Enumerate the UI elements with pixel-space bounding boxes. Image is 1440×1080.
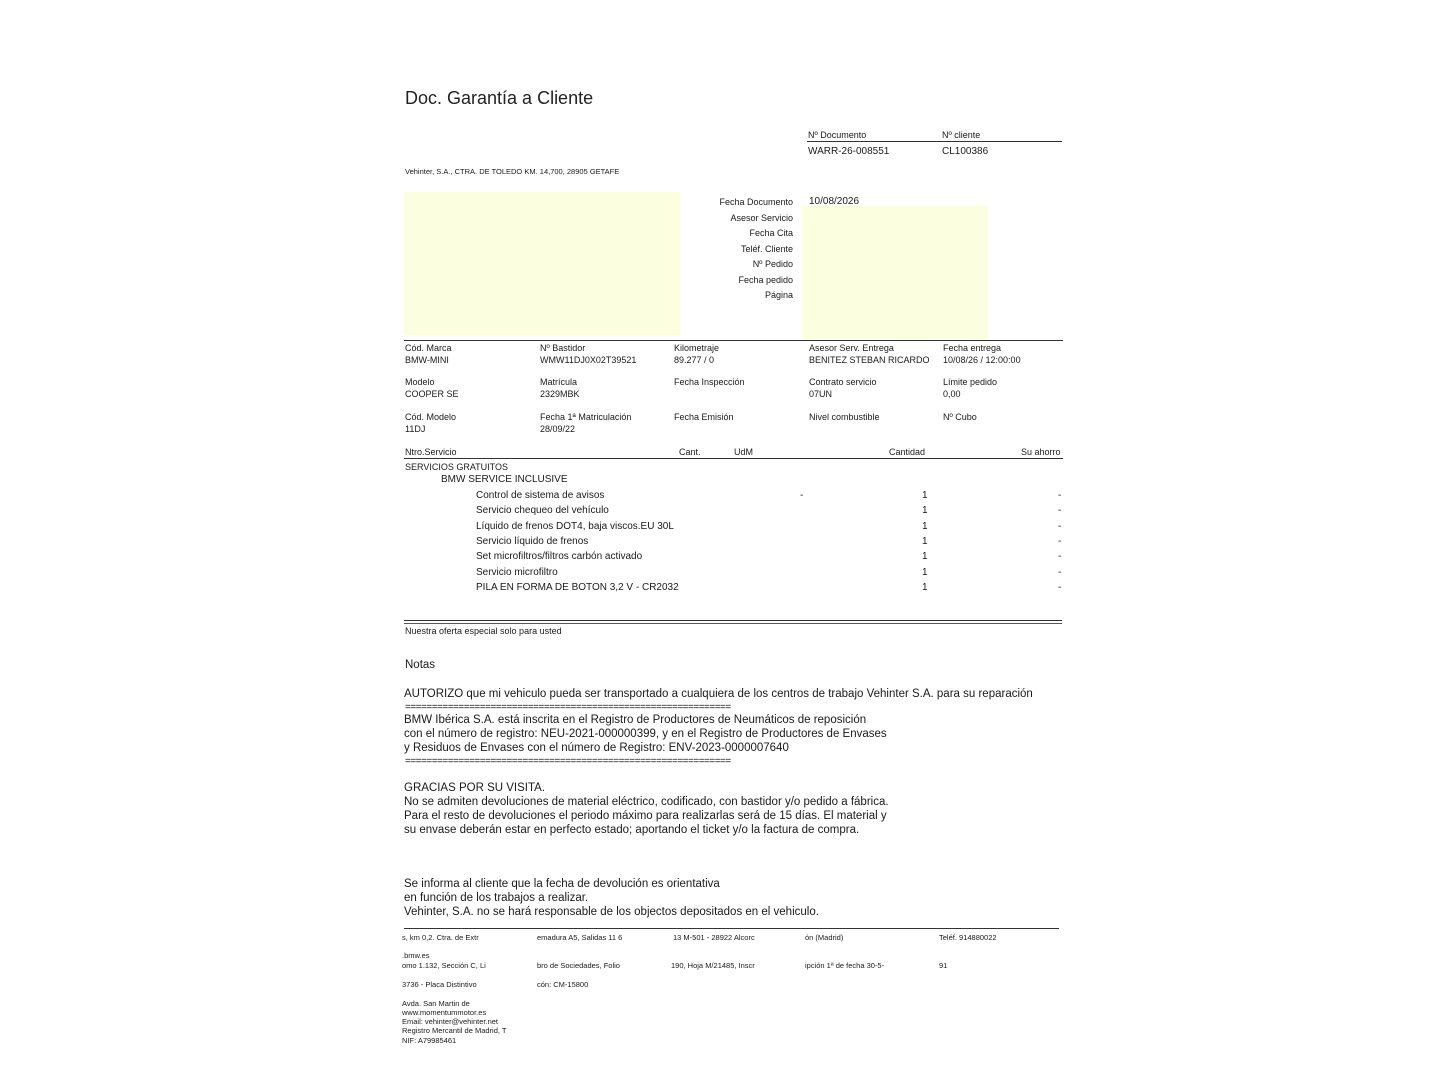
col-ahorro-header: Su ahorro bbox=[1021, 447, 1061, 457]
table-row-cantidad: 1 bbox=[922, 551, 928, 562]
footer-text: omo 1.132, Sección C, Li bbox=[402, 961, 486, 970]
table-row-ahorro: - bbox=[1058, 551, 1062, 562]
table-row-cantidad: 1 bbox=[922, 567, 928, 578]
footer-rule bbox=[404, 928, 1059, 929]
redacted-customer-block bbox=[404, 192, 680, 335]
bastidor-label: Nº Bastidor bbox=[540, 343, 586, 353]
nota-registro-line: y Residuos de Envases con el número de Registro: ENV-2023-0000007640 bbox=[404, 742, 789, 754]
table-row-desc: Control de sistema de avisos bbox=[476, 490, 605, 501]
footer-text: www.momentummotor.es bbox=[402, 1008, 487, 1017]
col-servicio-header: Ntro.Servicio bbox=[405, 447, 457, 457]
subgroup-label: BMW SERVICE INCLUSIVE bbox=[441, 474, 568, 485]
notas-title: Notas bbox=[405, 659, 436, 671]
nota-gracias-line: su envase deberán estar en perfecto estado; aportando el ticket y/o la factura de compra. bbox=[404, 824, 860, 836]
footer-text: bro de Sociedades, Folio bbox=[537, 961, 620, 970]
nota-informa-line: Vehinter, S.A. no se hará responsable de los objectos depositados en el vehiculo. bbox=[404, 906, 819, 918]
table-row-desc: Líquido de frenos DOT4, baja viscos.EU 30L bbox=[476, 521, 674, 532]
contrato-value: 07UN bbox=[809, 389, 833, 399]
fecha-matriculacion-value: 28/09/22 bbox=[540, 424, 576, 434]
limite-label: Límite pedido bbox=[943, 377, 998, 387]
num-cliente-label: Nº cliente bbox=[942, 130, 981, 140]
nota-informa-line: en función de los trabajos a realizar. bbox=[404, 892, 589, 904]
col-cant-header: Cant. bbox=[679, 447, 701, 457]
table-row-ahorro: - bbox=[1058, 490, 1062, 501]
table-end-rule bbox=[404, 620, 1062, 621]
info-label-asesor-servicio: Asesor Servicio bbox=[730, 213, 793, 223]
footer-text: Teléf. 914880022 bbox=[939, 933, 997, 942]
document-title: Doc. Garantía a Cliente bbox=[405, 88, 594, 108]
info-label-telef-cliente: Teléf. Cliente bbox=[740, 244, 793, 254]
footer-text: ón (Madrid) bbox=[805, 933, 844, 942]
footer-text: NIF: A79985461 bbox=[402, 1036, 457, 1045]
limite-value: 0,00 bbox=[943, 389, 961, 399]
header-rule bbox=[807, 141, 1062, 142]
footer-text: Registro Mercantil de Madrid, T bbox=[402, 1026, 507, 1035]
table-row-ahorro: - bbox=[1058, 582, 1062, 593]
table-row-desc: Servicio microfiltro bbox=[476, 567, 558, 578]
footer-text: cón: CM-15800 bbox=[537, 980, 589, 989]
table-row-cantidad: 1 bbox=[922, 536, 928, 547]
asesor-entrega-value: BENITEZ STEBAN RICARDO bbox=[809, 355, 930, 365]
table-row-ahorro: - bbox=[1058, 521, 1062, 532]
col-cantidad-header: Cantidad bbox=[889, 447, 926, 457]
fecha-inspeccion-label: Fecha Inspección bbox=[674, 377, 745, 387]
redacted-info-block bbox=[802, 206, 988, 339]
modelo-value: COOPER SE bbox=[405, 389, 459, 399]
group-label: SERVICIOS GRATUITOS bbox=[405, 462, 509, 472]
footer-text: ipción 1ª de fecha 30-5- bbox=[805, 961, 885, 970]
info-label-fecha-pedido: Fecha pedido bbox=[738, 275, 793, 285]
footer-text: 3736 - Placa Distintivo bbox=[402, 980, 477, 989]
nota-autorizo: AUTORIZO que mi vehiculo pueda ser transportado a cualquiera de los centros de trabajo Vehinter S.A. para su reparación bbox=[404, 688, 1033, 700]
kilometraje-value: 89.277 / 0 bbox=[674, 355, 715, 365]
footer-text: Avda. San Martin de bbox=[402, 999, 470, 1008]
contrato-label: Contrato servicio bbox=[809, 377, 877, 387]
footer-text: emadura A5, Salidas 11 6 bbox=[537, 933, 623, 942]
info-label-num-pedido: Nº Pedido bbox=[752, 259, 793, 269]
fecha-entrega-label: Fecha entrega bbox=[943, 343, 1002, 353]
table-row-ahorro: - bbox=[1058, 536, 1062, 547]
info-label-pagina: Página bbox=[764, 290, 793, 300]
footer-text: Email: vehinter@vehinter.net bbox=[402, 1017, 498, 1026]
cod-marca-label: Cód. Marca bbox=[405, 343, 452, 353]
nota-separator: ============================================================= bbox=[405, 702, 731, 713]
nota-gracias-line: GRACIAS POR SU VISITA. bbox=[404, 782, 546, 794]
table-row-mark: - bbox=[800, 490, 804, 501]
table-row-desc: Servicio chequeo del vehículo bbox=[476, 505, 609, 516]
nota-gracias-line: No se admiten devoluciones de material eléctrico, codificado, con bastidor y/o pedido a fábrica. bbox=[404, 796, 889, 808]
info-label-fecha-documento: Fecha Documento bbox=[719, 197, 793, 207]
table-row-desc: Servicio líquido de frenos bbox=[476, 536, 589, 547]
nota-gracias-line: Para el resto de devoluciones el periodo máximo para realizarlas será de 15 días. El material y bbox=[404, 810, 887, 822]
combustible-label: Nivel combustible bbox=[809, 412, 880, 422]
table-header-rule bbox=[404, 458, 1063, 459]
table-row-cantidad: 1 bbox=[922, 490, 928, 501]
table-row-desc: PILA EN FORMA DE BOTON 3,2 V - CR2032 bbox=[476, 582, 679, 593]
fecha-matriculacion-label: Fecha 1ª Matriculación bbox=[540, 412, 632, 422]
cubo-label: Nº Cubo bbox=[943, 412, 977, 422]
footer-text: 13 M-501 - 28922 Alcorc bbox=[673, 933, 755, 942]
footer-text: s, km 0,2. Ctra. de Extr bbox=[402, 933, 479, 942]
oferta-text: Nuestra oferta especial solo para usted bbox=[405, 626, 562, 636]
matricula-label: Matrícula bbox=[540, 377, 578, 387]
cod-marca-value: BMW-MINI bbox=[405, 355, 449, 365]
num-documento: WARR-26-008551 bbox=[808, 146, 890, 157]
fecha-emision-label: Fecha Emisión bbox=[674, 412, 734, 422]
kilometraje-label: Kilometraje bbox=[674, 343, 720, 353]
cod-modelo-value: 11DJ bbox=[405, 424, 426, 434]
num-cliente: CL100386 bbox=[942, 146, 989, 157]
fecha-documento-value: 10/08/2026 bbox=[809, 196, 860, 207]
asesor-entrega-label: Asesor Serv. Entrega bbox=[809, 343, 894, 353]
footer-text: 190, Hoja M/21485, Inscr bbox=[671, 961, 755, 970]
table-row-desc: Set microfiltros/filtros carbón activado bbox=[476, 551, 643, 562]
col-udm-header: UdM bbox=[734, 447, 754, 457]
table-row-ahorro: - bbox=[1058, 505, 1062, 516]
nota-informa-line: Se informa al cliente que la fecha de devolución es orientativa bbox=[404, 878, 720, 890]
table-end-rule-2 bbox=[404, 623, 1062, 624]
footer-text: .bmw.es bbox=[402, 951, 430, 960]
table-row-ahorro: - bbox=[1058, 567, 1062, 578]
info-label-fecha-cita: Fecha Cita bbox=[749, 228, 793, 238]
matricula-value: 2329MBK bbox=[540, 389, 580, 399]
vehicle-section-rule bbox=[404, 340, 1063, 341]
nota-registro-line: con el número de registro: NEU-2021-000000399, y en el Registro de Productores de Envases bbox=[404, 728, 887, 740]
bastidor-value: WMW11DJ0X02T39521 bbox=[540, 355, 637, 365]
nota-separator: ============================================================= bbox=[405, 756, 731, 767]
modelo-label: Modelo bbox=[405, 377, 435, 387]
company-line: Vehinter, S.A., CTRA. DE TOLEDO KM. 14,700, 28905 GETAFE bbox=[405, 167, 620, 176]
cod-modelo-label: Cód. Modelo bbox=[405, 412, 457, 422]
table-row-cantidad: 1 bbox=[922, 521, 928, 532]
table-row-cantidad: 1 bbox=[922, 505, 928, 516]
footer-text: 91 bbox=[939, 961, 948, 970]
num-documento-label: Nº Documento bbox=[808, 130, 867, 140]
fecha-entrega-value: 10/08/26 / 12:00:00 bbox=[943, 355, 1021, 365]
table-row-cantidad: 1 bbox=[922, 582, 928, 593]
nota-registro-line: BMW Ibérica S.A. está inscrita en el Registro de Productores de Neumáticos de reposición bbox=[404, 714, 867, 726]
